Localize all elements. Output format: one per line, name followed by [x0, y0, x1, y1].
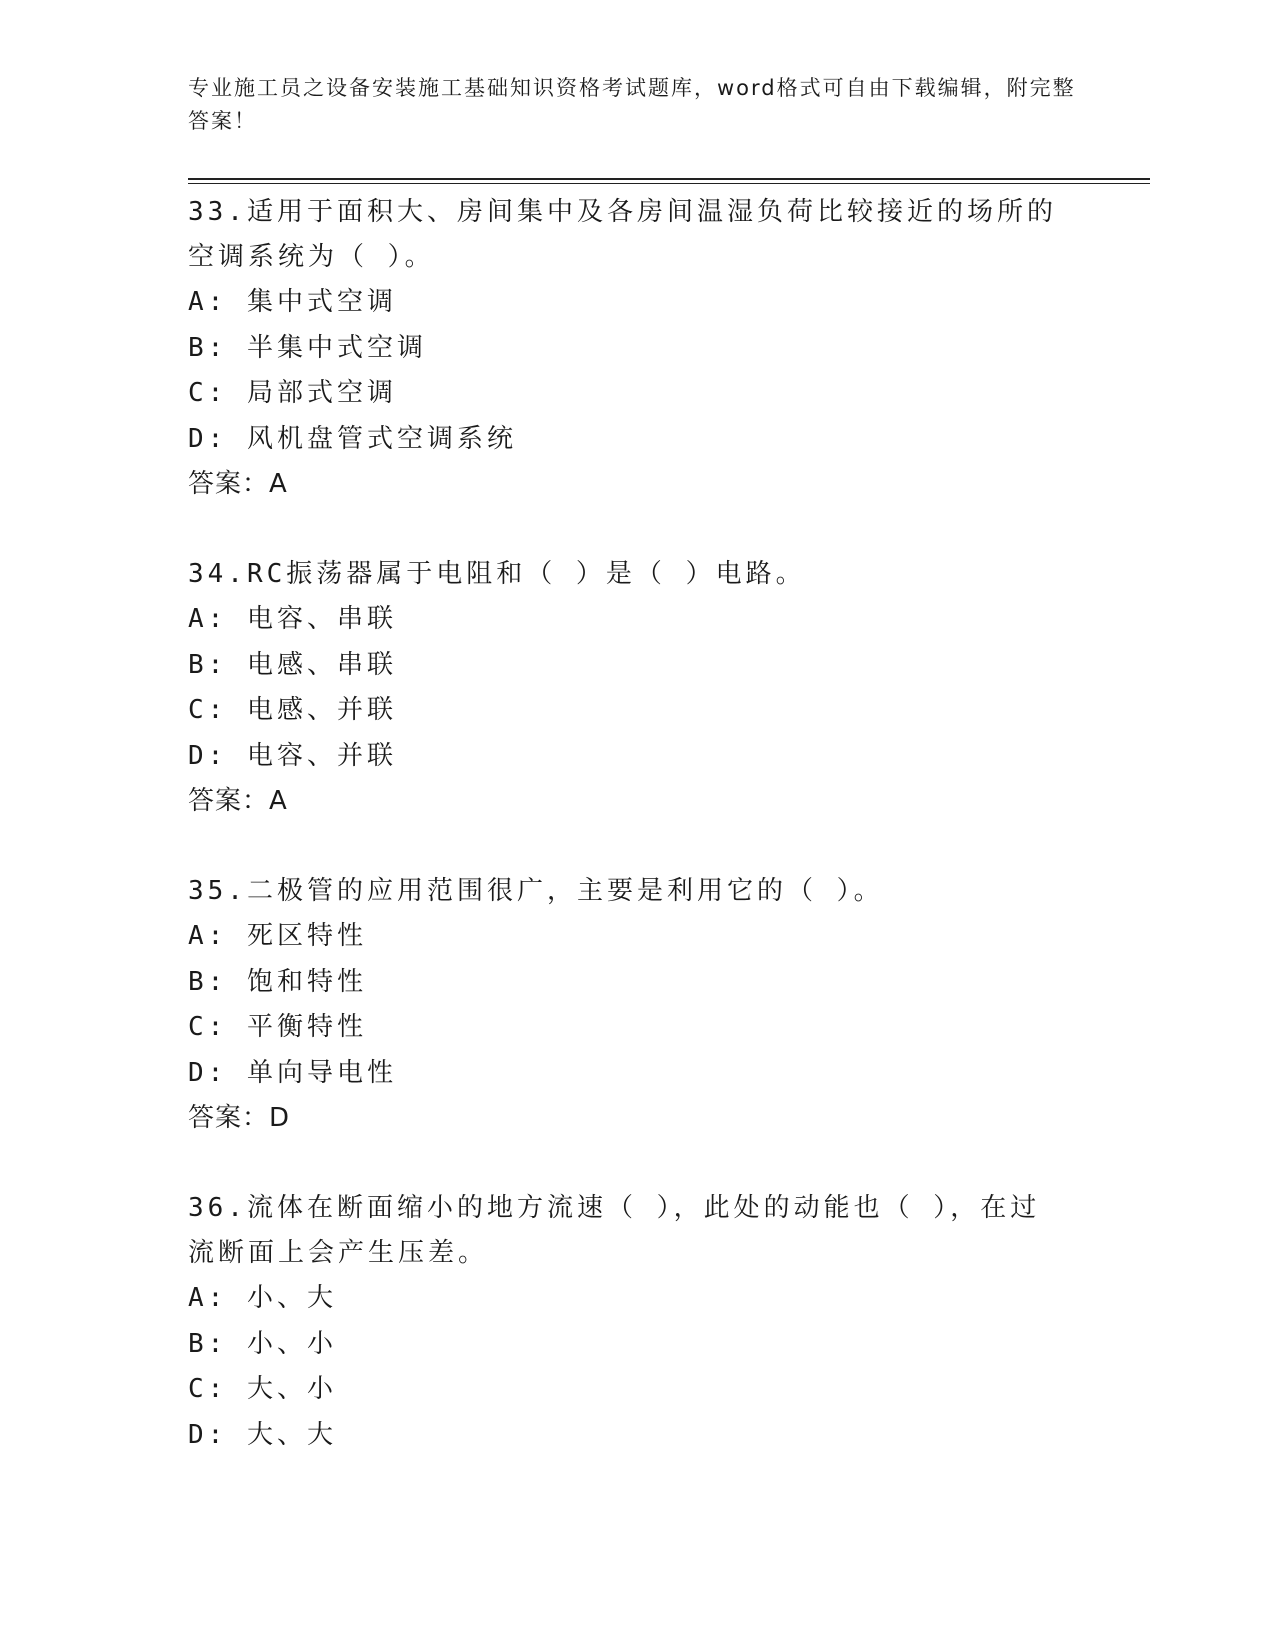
option-c: C: 局部式空调 — [188, 378, 397, 408]
option-a: A: 死区特性 — [188, 921, 367, 951]
answer-line: 答案：D — [188, 1103, 291, 1133]
option-b: B: 电感、串联 — [188, 649, 397, 680]
question-34 — [188, 552, 1088, 824]
question-36 — [188, 1186, 1088, 1458]
option-a: A: 电容、串联 — [188, 604, 397, 634]
option-a: A: 小、大 — [188, 1283, 337, 1313]
option-a: A: 集中式空调 — [188, 287, 397, 317]
header-divider-thick — [188, 178, 1150, 180]
option-c: C: 平衡特性 — [188, 1012, 367, 1042]
question-stem: 33.适用于面积大、房间集中及各房间温湿负荷比较接近的场所的空调系统为（ ）。 — [188, 197, 1057, 272]
question-stem: 34.RC振荡器属于电阻和（ ）是（ ）电路。 — [188, 559, 806, 589]
option-d: D: 单向导电性 — [188, 1057, 397, 1088]
answer-line: 答案：A — [188, 786, 288, 816]
option-c: C: 电感、并联 — [188, 695, 397, 725]
question-stem: 35.二极管的应用范围很广，主要是利用它的（ ）。 — [188, 876, 884, 906]
option-d: D: 风机盘管式空调系统 — [188, 423, 517, 454]
option-c: C: 大、小 — [188, 1374, 337, 1404]
header-divider-thin — [188, 183, 1150, 184]
option-d: D: 电容、并联 — [188, 740, 397, 771]
answer-line: 答案：A — [188, 469, 288, 499]
question-list — [188, 190, 1088, 1503]
question-35 — [188, 869, 1088, 1141]
option-d: D: 大、大 — [188, 1419, 337, 1450]
option-b: B: 半集中式空调 — [188, 332, 427, 363]
question-33 — [188, 190, 1088, 507]
option-b: B: 小、小 — [188, 1328, 337, 1359]
document-header: 专业施工员之设备安装施工基础知识资格考试题库，word格式可自由下载编辑，附完整答案！ — [188, 76, 1076, 133]
option-b: B: 饱和特性 — [188, 966, 367, 997]
question-stem: 36.流体在断面缩小的地方流速（ ），此处的动能也（ ），在过流断面上会产生压差。 — [188, 1193, 1041, 1268]
